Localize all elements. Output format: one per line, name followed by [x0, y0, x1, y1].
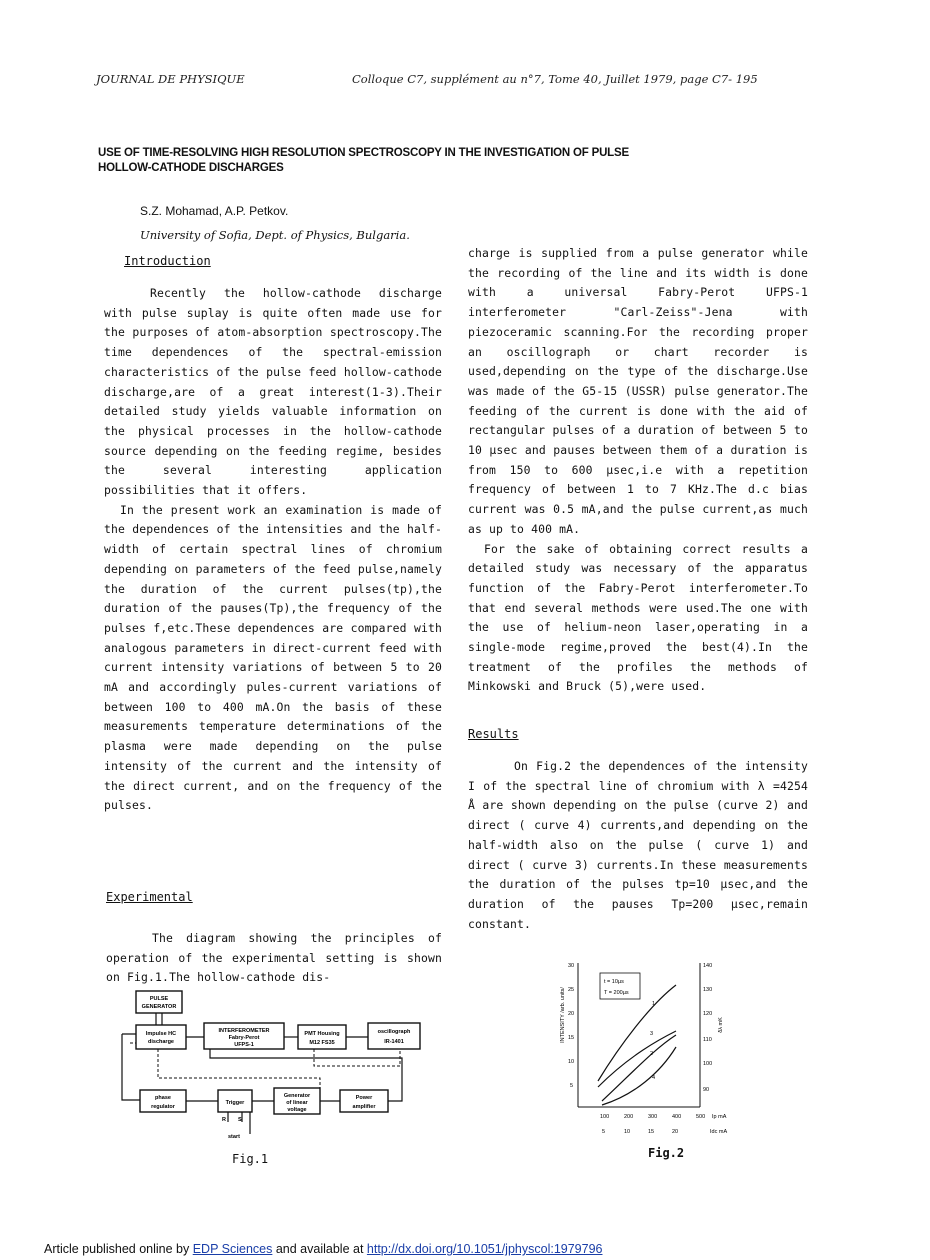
right-column-results [468, 757, 808, 934]
fig2-right-ticks [703, 963, 712, 1093]
impulse-hc-block [136, 1025, 186, 1049]
authors: S.Z. Mohamad, A.P. Petkov. [140, 204, 289, 218]
right-column-top [468, 244, 808, 697]
interferometer-block [204, 1023, 284, 1049]
svg-text:Idc mA: Idc mA [710, 1129, 728, 1135]
start-label: start [228, 1134, 240, 1140]
svg-text:300: 300 [648, 1114, 658, 1120]
svg-text:Fabry-Perot: Fabry-Perot [228, 1035, 260, 1041]
fig2-curve-label-3: 3 [650, 1031, 654, 1037]
svg-text:10: 10 [624, 1129, 631, 1135]
fig2-curve-label-2: 2 [650, 1051, 654, 1057]
paper-title: USE OF TIME-RESOLVING HIGH RESOLUTION SPECTROSCOPY IN THE INVESTIGATION OF PULSE HOLLOW-CATHODE DISCHARGES [98, 147, 629, 174]
fig2-left-axis-label: INTENSITY /arb. units/ [560, 987, 566, 1043]
left-column-intro [104, 284, 442, 816]
svg-text:t = 10µs: t = 10µs [604, 979, 624, 985]
svg-text:20: 20 [672, 1129, 679, 1135]
svg-text:120: 120 [703, 1011, 713, 1017]
fig2-legend [600, 973, 640, 999]
svg-text:of linear: of linear [286, 1100, 308, 1106]
pmt-housing-block [298, 1025, 346, 1049]
trigger-s-label: S [238, 1117, 242, 1123]
svg-text:200: 200 [624, 1114, 634, 1120]
fig2-curve-4 [602, 1047, 676, 1105]
fig2-x-ticks-bottom [602, 1129, 727, 1135]
oscillograph-block [368, 1023, 420, 1049]
svg-text:M12 FS35: M12 FS35 [309, 1040, 335, 1046]
results-paragraph: On Fig.2 the dependences of the intensity I of the spectral line of chromium with λ =4254 Å are shown depending on the pulse (curve 2) and direct ( curve 4) currents,and depending on the half-width also on the pulse ( curve 1) and direct ( curve 3) currents.In these measurements the duration of the pulses tp=10 µsec,and the duration of the pauses Tp=200 µsec,remain constant. [468, 759, 808, 931]
svg-text:400: 400 [672, 1114, 682, 1120]
affiliation: University of Sofia, Dept. of Physics, Bulgaria. [140, 228, 410, 242]
svg-text:500: 500 [696, 1114, 706, 1120]
fig2-curve-label-4: 4 [652, 1075, 656, 1081]
svg-text:15: 15 [648, 1129, 655, 1135]
svg-text:voltage: voltage [287, 1107, 307, 1113]
fig2-plot [550, 955, 750, 1145]
experimental-paragraph: The diagram showing the principles of operation of the experimental setting is shown on Fig.1.The hollow-cathode dis- [106, 931, 442, 985]
trigger-r-label: R [222, 1117, 226, 1123]
svg-text:Impulse HC: Impulse HC [145, 1031, 177, 1037]
experimental-paragraph-continued: charge is supplied from a pulse generator while the recording of the line and its width is done with a universal Fabry-Perot UFPS-1 interferometer "Carl-Zeiss"-Jena with piezoceramic scanning.For the recording proper an oscillograph or chart recorder is used,depending on the type of the discharge.Use was made of the G5-15 (USSR) pulse generator.The feeding of the current is done with the aid of rectangular pulses of a duration of between 5 to 10 µsec and pauses between them of a duration is from 150 to 600 µsec,i.e with a repetition frequency of between 1 to 7 KHz.The d.c bias current was 0.5 mA,and the pulse current,as much as up to 400 mA. [468, 246, 808, 536]
section-heading-experimental: Experimental [106, 890, 193, 904]
svg-text:GENERATOR: GENERATOR [141, 1004, 177, 1010]
svg-text:INTERFEROMETER: INTERFEROMETER [218, 1028, 270, 1034]
left-column-experimental [106, 929, 442, 988]
colloque-info: Colloque C7, supplément au n°7, Tome 40, Juillet 1979, page C7- 195 [352, 72, 758, 86]
svg-text:130: 130 [703, 987, 713, 993]
svg-text:phase: phase [155, 1095, 171, 1101]
fig2-x-ticks-top [600, 1114, 727, 1120]
svg-text:T = 200µs: T = 200µs [604, 990, 629, 996]
fig2-curve-3 [602, 1035, 676, 1101]
intro-paragraph-1: Recently the hollow-cathode discharge with pulse suplay is quite often made use for the purposes of atom-absorption spectroscopy.The time dependences of the spectral-emission characteristics of the pulse feed hollow-cathode discharge,are of a great interest(1-3).Their detailed study yields valuable information on the physical processes in the hollow-cathode source depending on the feeding regime, besides the several interesting application possibilities that it offers. [104, 286, 442, 498]
footer-prefix: Article published online by [44, 1242, 193, 1256]
journal-name: JOURNAL DE PHYSIQUE [96, 72, 245, 86]
fig2-right-axis-label: δλ mK [718, 1017, 724, 1033]
fig1-block-diagram [100, 988, 440, 1148]
svg-text:20: 20 [568, 1011, 575, 1017]
phase-regulator-block [140, 1090, 186, 1112]
svg-text:110: 110 [703, 1037, 712, 1043]
svg-text:oscillograph: oscillograph [377, 1029, 411, 1035]
svg-text:discharge: discharge [148, 1039, 174, 1045]
fig1-caption: Fig.1 [232, 1152, 269, 1166]
svg-text:90: 90 [703, 1087, 710, 1093]
svg-text:5: 5 [570, 1083, 574, 1089]
svg-text:25: 25 [568, 987, 575, 993]
svg-text:100: 100 [703, 1061, 713, 1067]
footer [44, 1242, 602, 1256]
fig2-caption: Fig.2 [648, 1146, 685, 1160]
fig2-curve-label-1: 1 [652, 1001, 656, 1007]
fig2-curve-1 [598, 985, 676, 1081]
doi-link[interactable]: http://dx.doi.org/10.1051/jphyscol:1979796 [366, 1242, 603, 1256]
svg-text:Power: Power [355, 1095, 373, 1101]
svg-text:regulator: regulator [151, 1104, 175, 1110]
svg-text:10: 10 [568, 1059, 575, 1065]
svg-text:Trigger: Trigger [225, 1100, 245, 1106]
power-amplifier-block [340, 1090, 388, 1112]
pulse-generator-label: PULSE [149, 996, 169, 1002]
svg-text:PMT Housing: PMT Housing [304, 1031, 340, 1037]
edp-sciences-link[interactable]: EDP Sciences [192, 1242, 273, 1256]
pulse-generator-block [136, 991, 182, 1013]
svg-text:amplifier: amplifier [352, 1104, 376, 1110]
section-heading-introduction: Introduction [124, 254, 211, 268]
fig2-left-ticks [568, 963, 574, 1089]
svg-text:5: 5 [602, 1129, 606, 1135]
svg-text:30: 30 [568, 963, 575, 969]
generator-linear-voltage-block [274, 1088, 320, 1114]
svg-text:100: 100 [600, 1114, 610, 1120]
apparatus-paragraph: For the sake of obtaining correct results a detailed study was necessary of the apparatus function of the Fabry-Perot interferometer.To that end several methods were used.The one with the use of helium-neon laser,operating in a single-mode regime,proved the best(4).In the treatment of the profiles the methods of Minkowski and Bruck (5),were used. [468, 541, 808, 694]
fig2-curve-2 [598, 1031, 676, 1087]
footer-middle: and available at [272, 1242, 367, 1256]
svg-text:15: 15 [568, 1035, 575, 1041]
svg-text:Generator: Generator [283, 1093, 311, 1099]
svg-text:Ip mA: Ip mA [712, 1114, 727, 1120]
section-heading-results: Results [468, 727, 519, 741]
svg-text:140: 140 [703, 963, 713, 969]
svg-text:IR-1401: IR-1401 [384, 1039, 404, 1045]
trigger-block [218, 1090, 252, 1112]
svg-text:UFPS-1: UFPS-1 [234, 1042, 254, 1048]
intro-paragraph-2: In the present work an examination is made of the dependences of the intensities and the half-width of certain spectral lines of chromium depending on parameters of the feed pulse,namely the duration of the current pulses(tp),the duration of the pauses(Tp),the frequency of the pulses f,etc.These dependences are compared with analogous parameters in direct-current feed with current intensity variations of between 5 to 20 mA and accordingly pules-current variations of between 100 to 400 mA.On the basis of these measurements temperature determinations of the plasma were made depending on the pulse intensity of the current and the intensity of the direct current, and on the frequency of the pulses. [104, 502, 442, 813]
